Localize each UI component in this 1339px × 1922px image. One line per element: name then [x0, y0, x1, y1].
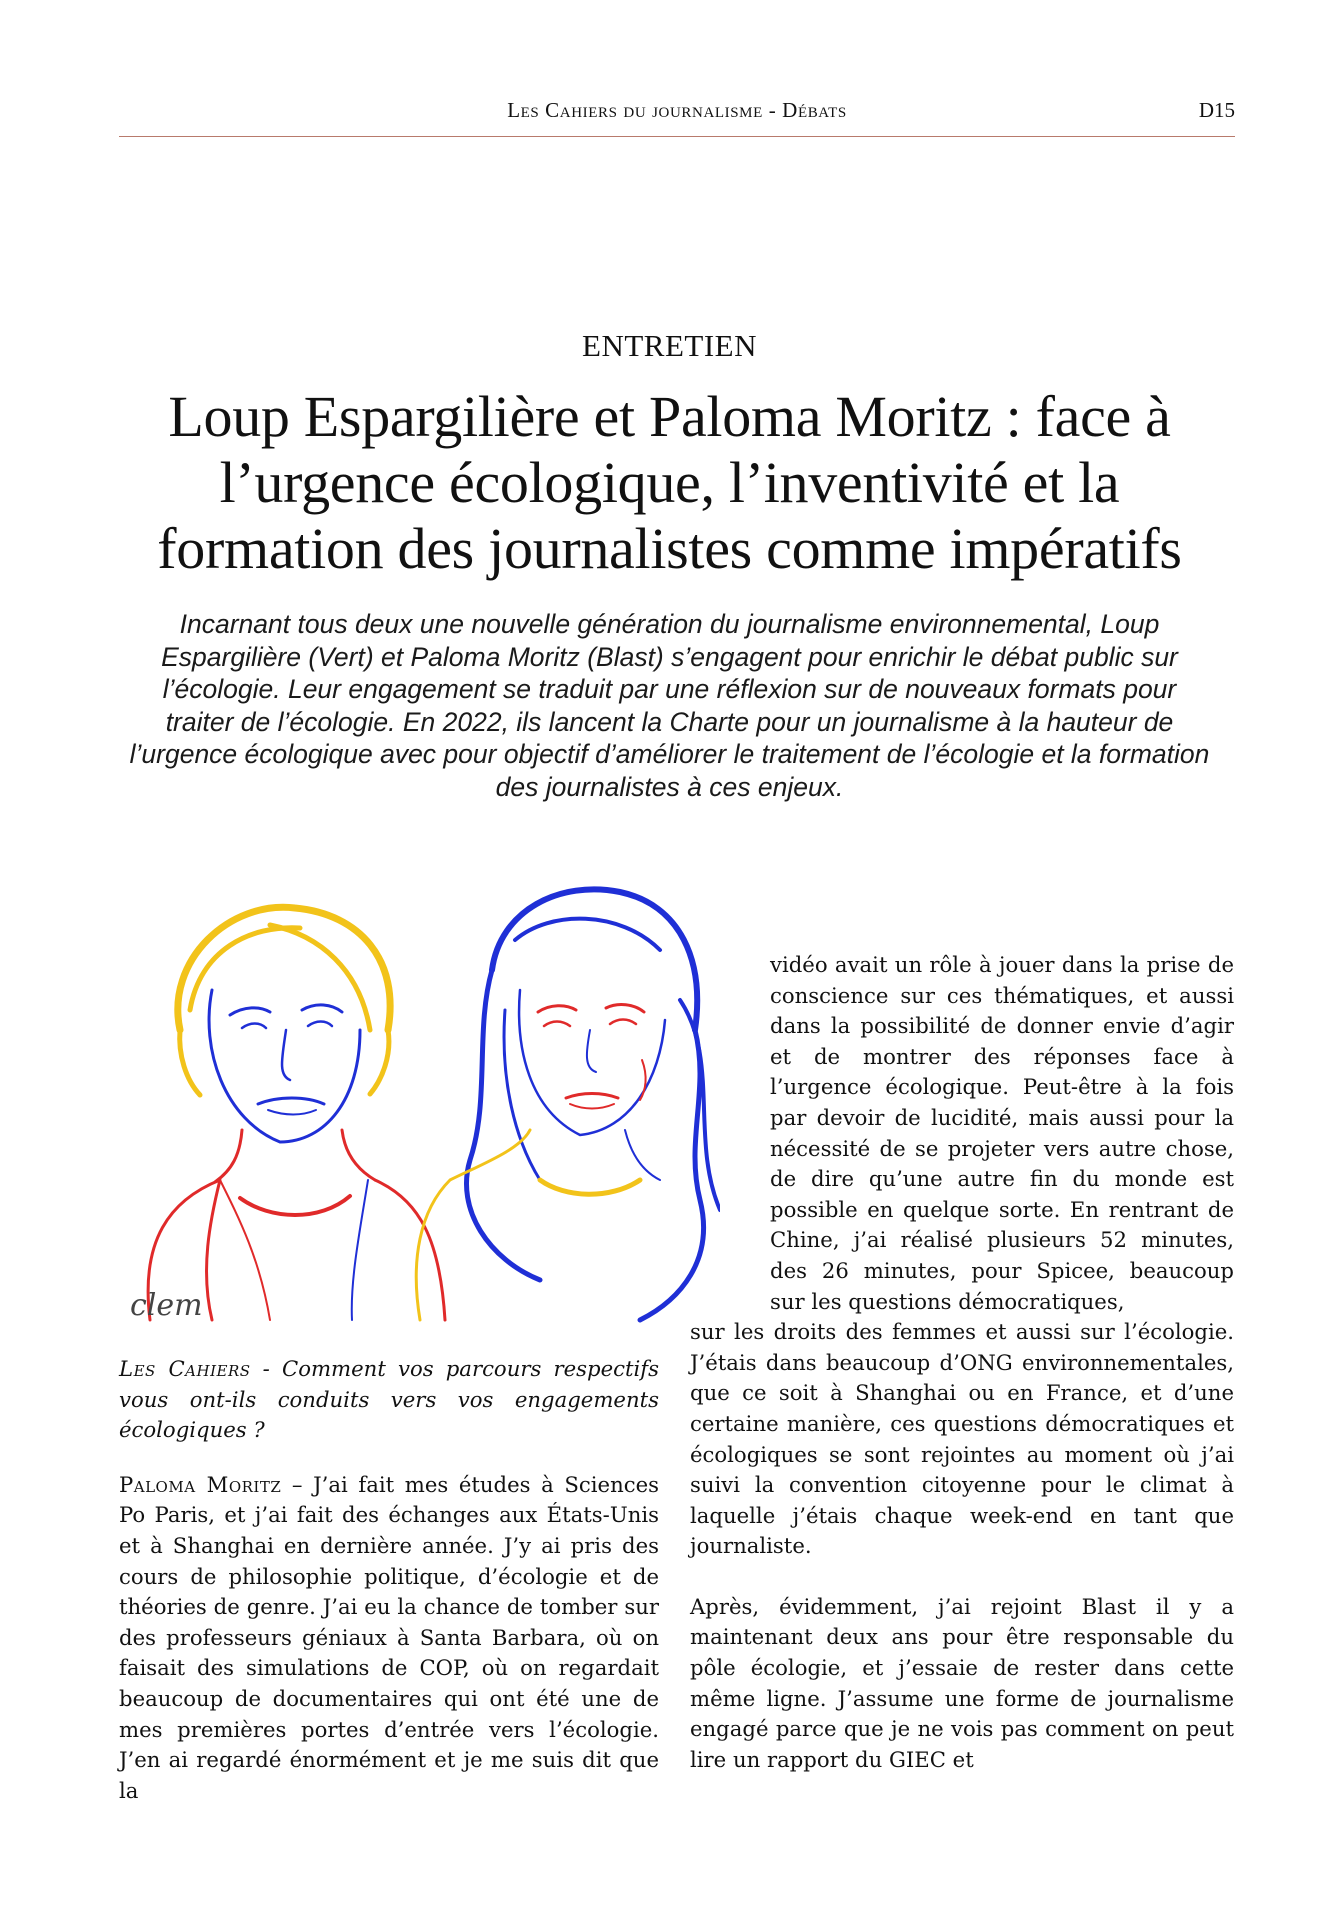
- question-speaker: Les Cahiers: [119, 1356, 251, 1381]
- illustrator-signature: clem: [130, 1288, 203, 1323]
- portrait-paloma: [416, 889, 720, 1320]
- interview-question: [119, 1354, 659, 1446]
- article-lede: Incarnant tous deux une nouvelle génération du journalisme environnemental, Loup Espargilière (Vert) et Paloma Moritz (Blast) s’engagent pour enrichir le débat public sur l’écologie. Leur engagement se traduit par une réflexion sur de nouveaux formats pour traiter de l’écologie. En 2022, ils lancent la Charte pour un journalisme à la hauteur de l’urgence écologique avec pour objectif d’améliorer le traitement de l’écologie et la formation des journalistes à ces enjeux.: [129, 609, 1210, 802]
- article-title: Loup Espargilière et Paloma Moritz : face à l’urgence écologique, l’inventivité et la formation des journalistes comme impératifs: [157, 384, 1182, 581]
- section-label: ENTRETIEN: [582, 328, 757, 363]
- answer-paragraph-2: Après, évidemment, j’ai rejoint Blast il y a maintenant deux ans pour être responsable du pôle écologie, et j’essaie de rester dans cette même ligne. J’assume une forme de journalisme engagé parce que je ne vois pas comment on peut lire un rapport du GIEC et: [690, 1593, 1234, 1772]
- answer-paragraph-1: [119, 1470, 659, 1807]
- question-text: - Comment vos parcours respectifs vous ont-ils conduits vers vos engagements écologiques ?: [119, 1356, 659, 1443]
- column-right: [690, 950, 1234, 1775]
- answer-speaker: Paloma Moritz: [119, 1471, 282, 1497]
- portrait-illustration: [120, 880, 720, 1330]
- journal-name: Les Cahiers du journalisme - Débats: [507, 98, 847, 122]
- column-left: [119, 1354, 659, 1806]
- answer-continuation: sur les droits des femmes et aussi sur l’écologie. J’étais dans beaucoup d’ONG environnementales, que ce soit à Shanghai ou en France, et d’une certaine manière, ces questions démocratiques et écologiques se sont rejointes au moment où j’ai suivi la convention citoyenne pour le climat à laquelle j’étais chaque week-end en tant que journaliste.: [690, 1319, 1234, 1559]
- running-header: [119, 96, 1235, 137]
- page-number: D15: [1198, 98, 1235, 122]
- portrait-loup: [148, 907, 445, 1320]
- answer-continuation-indented: vidéo avait un rôle à jouer dans la prise de conscience sur ces thématiques, et aussi dans la possibilité de donner envie d’agir et de montrer des réponses face à l’urgence écologique. Peut-être à la fois par devoir de lucidité, mais aussi pour la nécessité de se projeter vers autre chose, de dire qu’une autre fin du monde est possible en quelque sorte. En rentrant de Chine, j’ai réalisé plusieurs 52 minutes, des 26 minutes, pour Spicee, beaucoup sur les questions démocratiques,: [770, 952, 1234, 1314]
- answer-text-left: – J’ai fait mes études à Sciences Po Paris, et j’ai fait des échanges aux États-Unis et à Shanghai en dernière année. J’y ai pris des cours de philosophie politique, d’écologie et de théories de genre. J’ai eu la chance de tomber sur des professeurs géniaux à Santa Barbara, où on faisait des simulations de COP, où on regardait beaucoup de documentaires qui ont été une de mes premières portes d’entrée vers l’écologie. J’en ai regardé énormément et je me suis dit que la: [119, 1471, 659, 1803]
